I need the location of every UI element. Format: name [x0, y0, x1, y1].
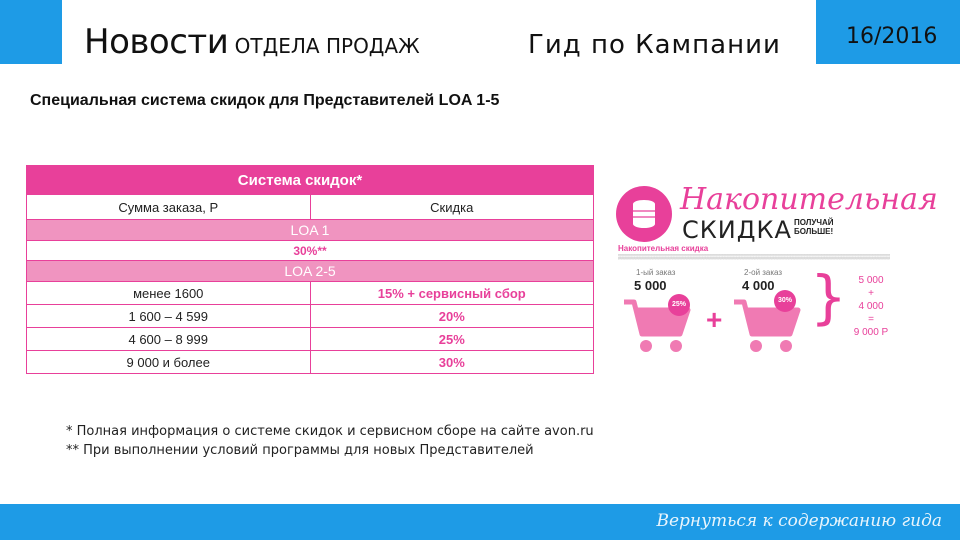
footnote-2: ** При выполнении условий программы для новых Представителей — [66, 443, 534, 458]
loa1-band: LOA 1 — [27, 219, 593, 240]
sum-line: 4 000 — [858, 301, 884, 312]
sum-line: + — [868, 288, 874, 299]
sum-line: 9 000 Р — [853, 327, 889, 338]
footer-band — [0, 504, 960, 540]
stage1-amount: 5 000 — [634, 278, 667, 293]
row-sum: 4 600 – 8 999 — [128, 331, 209, 347]
back-to-contents-link[interactable]: Вернуться к содержанию гида — [656, 511, 942, 531]
row-discount: 30% — [310, 351, 594, 373]
header-title-big: Новости — [84, 22, 229, 62]
header-title — [84, 22, 420, 66]
table-header-row — [27, 194, 593, 219]
page-subtitle: Специальная система скидок для Представителей LOA 1-5 — [30, 92, 500, 109]
brace: } — [810, 263, 847, 331]
stage2-amount: 4 000 — [742, 278, 775, 293]
promo-title: Накопительная — [680, 182, 938, 217]
row-sum: 1 600 – 4 599 — [128, 308, 209, 324]
plus-sign: + — [706, 304, 723, 335]
table-row — [27, 304, 593, 327]
header-guide: Гид по Кампании — [528, 30, 781, 60]
loa1-value: 30%** — [27, 240, 593, 260]
coins-icon — [614, 184, 674, 244]
row-discount: 15% + сервисный сбор — [310, 282, 594, 304]
stage1-badge: 25% — [668, 294, 690, 316]
stage1-label: 1-ый заказ — [636, 268, 676, 277]
header-title-small: ОТДЕЛА ПРОДАЖ — [228, 34, 420, 58]
table-row — [27, 350, 593, 373]
row-sum: 9 000 и более — [126, 354, 210, 370]
footnote-1: * Полная информация о системе скидок и сервисном сборе на сайте avon.ru — [66, 424, 594, 439]
stage2-label: 2-ой заказ — [744, 268, 783, 277]
row-sum: менее 1600 — [133, 285, 204, 301]
row-discount: 25% — [310, 328, 594, 350]
sum-line: 5 000 — [858, 275, 884, 286]
table-row — [27, 327, 593, 350]
promo-subtitle: СКИДКА — [682, 216, 792, 244]
row-discount: 20% — [310, 305, 594, 327]
sum-column — [846, 274, 896, 339]
stage2-badge: 30% — [774, 290, 796, 312]
promo-label: Накопительная скидка — [618, 244, 709, 253]
promo-fineprint: ▒▒▒▒▒▒▒▒▒▒▒▒▒▒▒▒▒▒▒▒▒▒▒▒▒▒▒▒▒▒▒▒▒▒▒▒▒▒▒▒▒▒▒▒▒▒▒▒▒▒▒▒▒▒▒▒▒▒▒▒▒▒▒▒ — [618, 254, 891, 260]
promo-tag: ПОЛУЧАЙ БОЛЬШЕ! — [794, 218, 834, 236]
issue-date: 16/2016 — [846, 24, 938, 49]
sum-line: = — [868, 314, 874, 325]
col-header-discount: Скидка — [310, 195, 594, 219]
col-header-sum: Сумма заказа, Р — [118, 199, 219, 215]
cumulative-discount-promo — [610, 178, 938, 348]
loa25-band: LOA 2-5 — [27, 260, 593, 281]
discount-table — [26, 165, 594, 374]
table-row — [27, 281, 593, 304]
table-title: Система скидок* — [27, 166, 593, 194]
